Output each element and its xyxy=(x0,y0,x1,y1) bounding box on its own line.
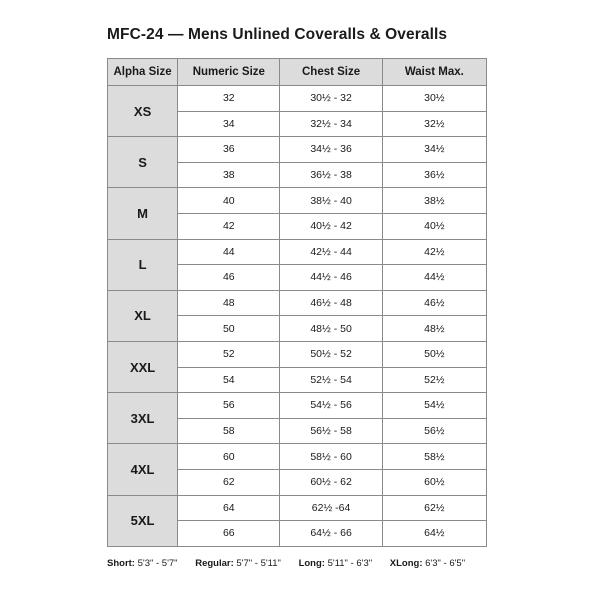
alpha-size-cell: XL xyxy=(108,290,178,341)
waist-max-cell: 54½ xyxy=(382,393,486,419)
length-label: Long: xyxy=(298,558,325,569)
chest-size-cell: 44½ - 46 xyxy=(280,265,382,291)
waist-max-cell: 40½ xyxy=(382,213,486,239)
header-chest-size: Chest Size xyxy=(280,59,382,86)
alpha-size-cell: M xyxy=(108,188,178,239)
waist-max-cell: 32½ xyxy=(382,111,486,137)
length-regular xyxy=(195,558,281,569)
chest-size-cell: 64½ - 66 xyxy=(280,521,382,547)
table-row xyxy=(108,137,487,163)
header-row xyxy=(108,59,487,86)
waist-max-cell: 30½ xyxy=(382,86,486,112)
numeric-size-cell: 66 xyxy=(178,521,280,547)
numeric-size-cell: 56 xyxy=(178,393,280,419)
chest-size-cell: 46½ - 48 xyxy=(280,290,382,316)
table-row xyxy=(108,86,487,112)
chest-size-cell: 58½ - 60 xyxy=(280,444,382,470)
chest-size-cell: 38½ - 40 xyxy=(280,188,382,214)
chest-size-cell: 60½ - 62 xyxy=(280,469,382,495)
chest-size-cell: 36½ - 38 xyxy=(280,162,382,188)
alpha-size-cell: 4XL xyxy=(108,444,178,495)
alpha-size-cell: XS xyxy=(108,86,178,137)
alpha-size-cell: S xyxy=(108,137,178,188)
length-xlong xyxy=(390,558,465,569)
header-waist-max: Waist Max. xyxy=(382,59,486,86)
numeric-size-cell: 60 xyxy=(178,444,280,470)
waist-max-cell: 60½ xyxy=(382,469,486,495)
chest-size-cell: 42½ - 44 xyxy=(280,239,382,265)
waist-max-cell: 50½ xyxy=(382,341,486,367)
waist-max-cell: 34½ xyxy=(382,137,486,163)
waist-max-cell: 56½ xyxy=(382,418,486,444)
alpha-size-cell: 3XL xyxy=(108,393,178,444)
waist-max-cell: 38½ xyxy=(382,188,486,214)
chest-size-cell: 56½ - 58 xyxy=(280,418,382,444)
waist-max-cell: 42½ xyxy=(382,239,486,265)
length-value: 5'3" - 5'7" xyxy=(137,558,178,569)
numeric-size-cell: 62 xyxy=(178,469,280,495)
numeric-size-cell: 36 xyxy=(178,137,280,163)
numeric-size-cell: 50 xyxy=(178,316,280,342)
waist-max-cell: 44½ xyxy=(382,265,486,291)
chest-size-cell: 54½ - 56 xyxy=(280,393,382,419)
waist-max-cell: 48½ xyxy=(382,316,486,342)
length-value: 6'3" - 6'5" xyxy=(425,558,466,569)
table-row xyxy=(108,341,487,367)
numeric-size-cell: 54 xyxy=(178,367,280,393)
numeric-size-cell: 46 xyxy=(178,265,280,291)
chest-size-cell: 40½ - 42 xyxy=(280,213,382,239)
length-label: XLong: xyxy=(389,558,423,569)
numeric-size-cell: 42 xyxy=(178,213,280,239)
length-legend xyxy=(107,558,480,569)
chest-size-cell: 62½ -64 xyxy=(280,495,382,521)
alpha-size-cell: L xyxy=(108,239,178,290)
chest-size-cell: 48½ - 50 xyxy=(280,316,382,342)
length-short xyxy=(107,558,178,569)
table-row xyxy=(108,393,487,419)
waist-max-cell: 52½ xyxy=(382,367,486,393)
waist-max-cell: 64½ xyxy=(382,521,486,547)
chest-size-cell: 32½ - 34 xyxy=(280,111,382,137)
waist-max-cell: 46½ xyxy=(382,290,486,316)
chest-size-cell: 34½ - 36 xyxy=(280,137,382,163)
table-row xyxy=(108,239,487,265)
length-value: 5'7" - 5'11" xyxy=(236,558,281,569)
header-numeric-size: Numeric Size xyxy=(178,59,280,86)
numeric-size-cell: 48 xyxy=(178,290,280,316)
length-long xyxy=(299,558,373,569)
table-row xyxy=(108,444,487,470)
alpha-size-cell: 5XL xyxy=(108,495,178,546)
chest-size-cell: 30½ - 32 xyxy=(280,86,382,112)
numeric-size-cell: 44 xyxy=(178,239,280,265)
numeric-size-cell: 64 xyxy=(178,495,280,521)
length-label: Regular: xyxy=(195,558,234,569)
size-chart-table xyxy=(107,58,487,547)
length-label: Short: xyxy=(107,558,135,569)
waist-max-cell: 62½ xyxy=(382,495,486,521)
waist-max-cell: 36½ xyxy=(382,162,486,188)
alpha-size-cell: XXL xyxy=(108,341,178,392)
chest-size-cell: 50½ - 52 xyxy=(280,341,382,367)
numeric-size-cell: 34 xyxy=(178,111,280,137)
numeric-size-cell: 40 xyxy=(178,188,280,214)
page-title: MFC-24 — Mens Unlined Coveralls & Overalls xyxy=(107,26,448,43)
chest-size-cell: 52½ - 54 xyxy=(280,367,382,393)
length-value: 5'11" - 6'3" xyxy=(327,558,373,569)
numeric-size-cell: 58 xyxy=(178,418,280,444)
table-row xyxy=(108,188,487,214)
numeric-size-cell: 52 xyxy=(178,341,280,367)
header-alpha-size: Alpha Size xyxy=(108,59,178,86)
table-row xyxy=(108,495,487,521)
numeric-size-cell: 38 xyxy=(178,162,280,188)
numeric-size-cell: 32 xyxy=(178,86,280,112)
table-row xyxy=(108,290,487,316)
waist-max-cell: 58½ xyxy=(382,444,486,470)
